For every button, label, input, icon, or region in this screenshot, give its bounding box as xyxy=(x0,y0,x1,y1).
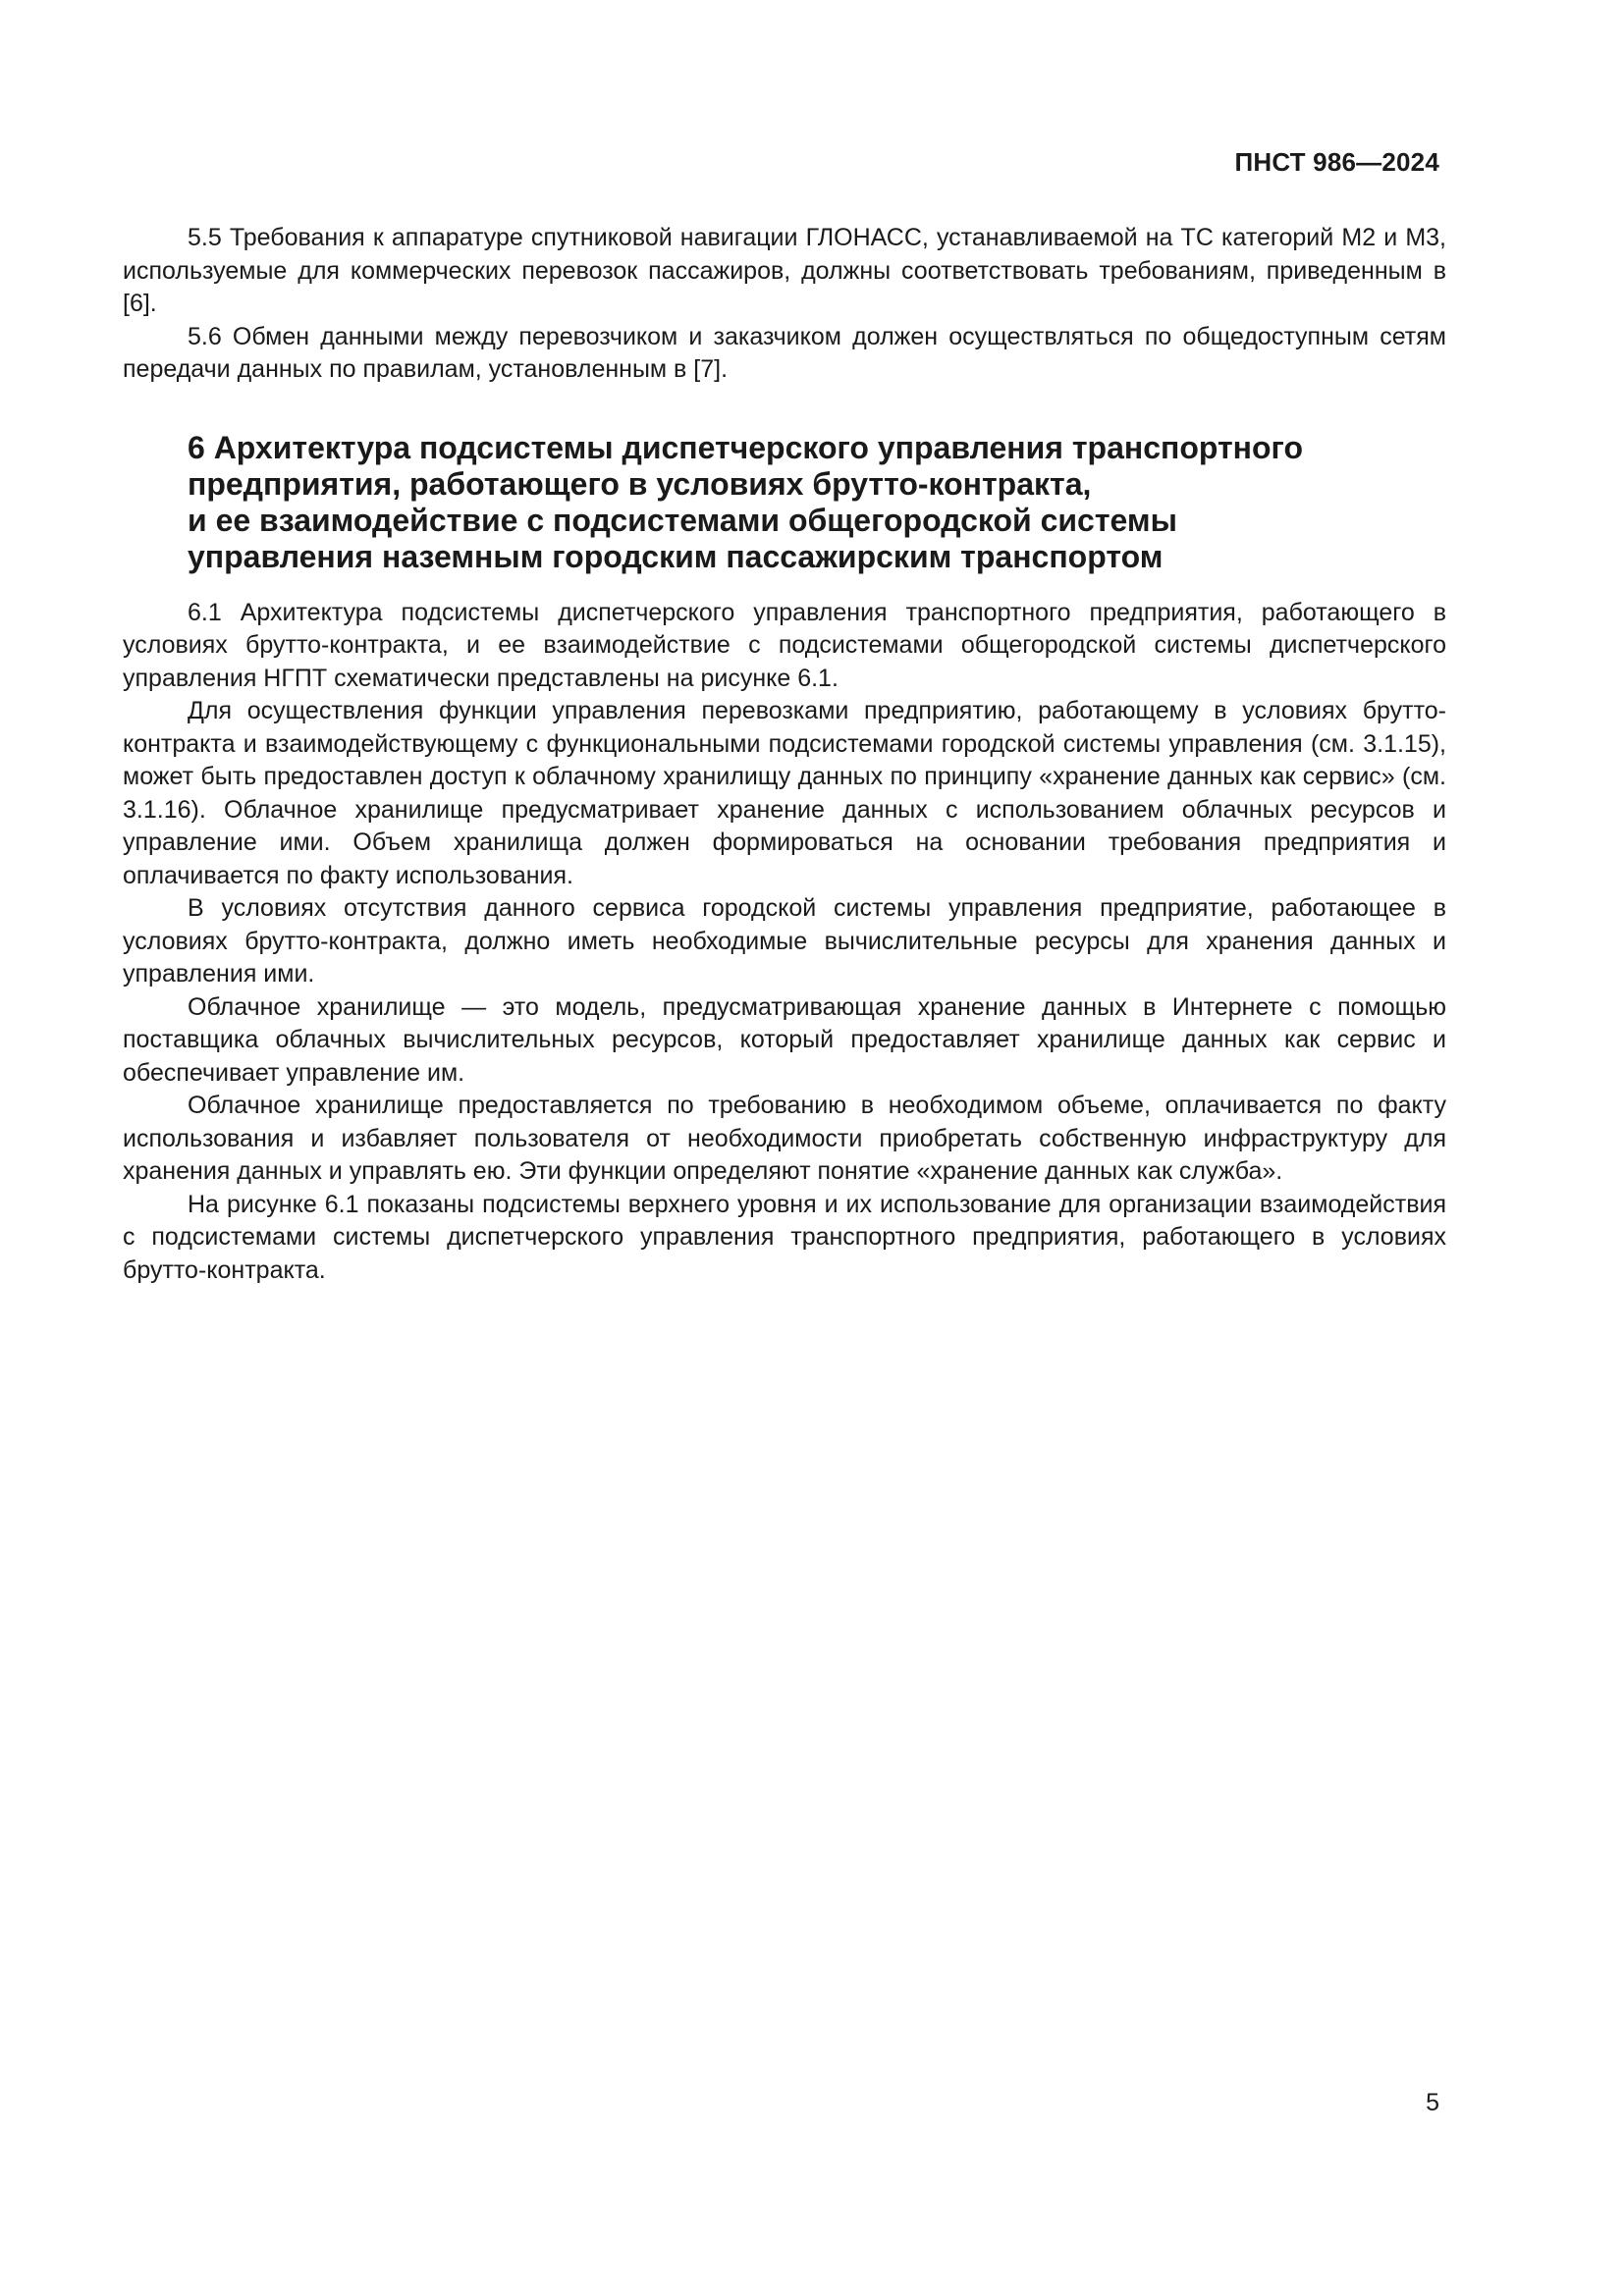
heading-line: управления наземным городским пассажирским транспортом xyxy=(188,538,1164,574)
document-id-header: ПНСТ 986—2024 xyxy=(1234,147,1439,177)
paragraph-cloud-definition: Облачное хранилище — это модель, предусматривающая хранение данных в Интернете с помощью поставщика облачных вычислительных ресурсов, который предоставляет хранилище данных как сервис и обеспечивает управление им. xyxy=(123,992,1446,1087)
paragraph-6-1: 6.1 Архитектура подсистемы диспетчерского управления транспортного предприятия, работающего в условиях брутто-контракта, и ее взаимодействие с подсистемами общегородской системы диспетчерского управления НГПТ схематически представлены на рисунке 6.1. xyxy=(123,598,1446,692)
page-number: 5 xyxy=(1426,2089,1439,2116)
paragraph-no-service: В условиях отсутствия данного сервиса городской системы управления предприятие, работающее в условиях брутто-контракта, должно иметь необходимые вычислительные ресурсы для хранения данных и управления ими. xyxy=(123,894,1446,988)
paragraph-figure-reference: На рисунке 6.1 показаны подсистемы верхнего уровня и их использование для организации взаимодействия с подсистемами системы диспетчерского управления транспортного предприятия, работающего в условиях брутто-контракта. xyxy=(123,1190,1446,1284)
paragraph-5-5: 5.5 Требования к аппаратуре спутниковой навигации ГЛОНАСС, устанавливаемой на ТС категорий М2 и М3, используемые для коммерческих перевозок пассажиров, должны соответствовать требованиям, приведенным в [6]. xyxy=(123,224,1446,317)
section-6-heading xyxy=(188,430,1446,575)
paragraph-5-6: 5.6 Обмен данными между перевозчиком и заказчиком должен осуществляться по общедоступным сетям передачи данных по правилам, установленным в [7]. xyxy=(123,322,1446,383)
heading-line: предприятия, работающего в условиях брутто-контракта, xyxy=(188,465,1092,502)
heading-line: и ее взаимодействие с подсистемами общегородской системы xyxy=(188,502,1177,538)
page-body xyxy=(123,222,1446,1287)
paragraph-cloud-access: Для осуществления функции управления перевозками предприятию, работающему в условиях брутто-контракта и взаимодействующему с функциональными подсистемами городской системы управления (см. 3.1.15), может быть предоставлен доступ к облачному хранилищу данных по принципу «хранение данных как сервис» (см. 3.1.16). Облачное хранилище предусматривает хранение данных с использованием облачных ресурсов и управление ими. Объем хранилища должен формироваться на основании требования предприятия и оплачивается по факту использования. xyxy=(123,697,1446,889)
heading-line: 6 Архитектура подсистемы диспетчерского управления транспортного xyxy=(188,429,1303,465)
paragraph-cloud-provision: Облачное хранилище предоставляется по требованию в необходимом объеме, оплачивается по факту использования и избавляет пользователя от необходимости приобретать собственную инфраструктуру для хранения данных и управлять ею. Эти функции определяют понятие «хранение данных как служба». xyxy=(123,1092,1446,1185)
